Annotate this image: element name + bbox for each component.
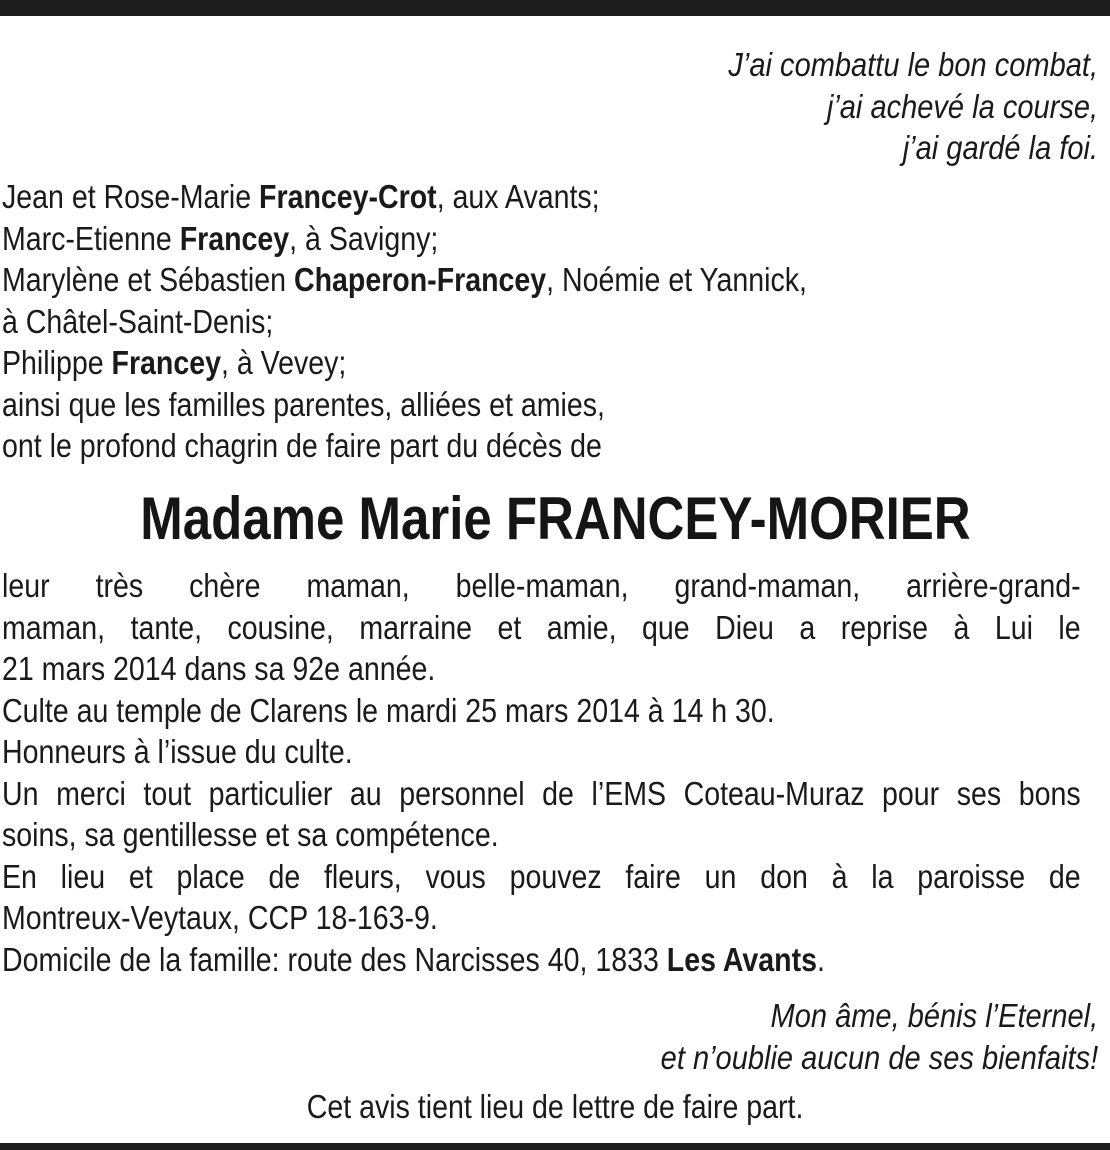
family-line <box>2 342 807 384</box>
family-surname: Chaperon-Francey <box>293 261 547 298</box>
donation-line: Montreux-Veytaux, CCP 18-163-9. <box>2 899 438 936</box>
family-line-text: , à Vevey; <box>220 344 347 381</box>
closing-verse-line: Mon âme, bénis l’Eternel, <box>770 997 1098 1034</box>
donation-line: En lieu et place de fleurs, vous pouvez faire un don à la paroisse de <box>2 857 1081 895</box>
family-line-text: , à Savigny; <box>289 219 439 257</box>
family-line <box>2 218 807 260</box>
notice-body <box>2 565 1081 980</box>
deceased-name-heading <box>0 486 1110 552</box>
epigraph-line: J’ai combattu le bon combat, <box>728 46 1098 83</box>
family-line <box>2 176 807 218</box>
domicile-text: . <box>816 940 825 978</box>
body-line: maman, tante, cousine, marraine et amie, que Dieu a reprise à Lui le <box>2 608 1081 646</box>
deceased-name: Madame Marie FRANCEY-MORIER <box>139 485 971 552</box>
epigraph-verse <box>728 44 1098 169</box>
closing-note <box>0 1086 1110 1128</box>
epigraph-line: j’ai achevé la course, <box>826 87 1098 125</box>
family-line: ont le profond chagrin de faire part du décès de <box>2 427 602 464</box>
family-line-text: , aux Avants; <box>436 178 600 215</box>
domicile-place: Les Avants <box>666 940 817 978</box>
body-line: 21 mars 2014 dans sa 92e année. <box>2 650 436 687</box>
family-line: à Châtel-Saint-Denis; <box>2 302 274 340</box>
family-surname: Francey-Crot <box>259 178 437 215</box>
family-surname: Francey <box>111 344 221 381</box>
epigraph-line: j’ai gardé la foi. <box>902 129 1098 166</box>
family-line-text: , Noémie et Yannick, <box>546 261 807 298</box>
family-line-text: Marc-Etienne <box>2 219 180 257</box>
family-line-text: Jean et Rose-Marie <box>2 178 260 215</box>
family-surname: Francey <box>179 219 290 257</box>
closing-verse <box>660 995 1098 1078</box>
body-line: leur très chère maman, belle-maman, grand-maman, arrière-grand- <box>2 567 1081 604</box>
thanks-line: soins, sa gentillesse et sa compétence. <box>2 816 499 853</box>
domicile-text: Domicile de la famille: route des Narcisses 40, 1833 <box>2 940 667 978</box>
service-info: Culte au temple de Clarens le mardi 25 mars 2014 à 14 h 30. <box>2 691 775 729</box>
thanks-line: Un merci tout particulier au personnel de l’EMS Coteau-Muraz pour ses bons <box>2 774 1081 812</box>
family-line-text: Philippe <box>2 344 112 381</box>
family-announcement <box>2 176 807 467</box>
family-line: ainsi que les familles parentes, alliées et amies, <box>2 385 605 423</box>
family-line-text: Marylène et Sébastien <box>2 261 294 298</box>
family-line <box>2 259 807 301</box>
bottom-border-rule <box>0 1143 1110 1150</box>
closing-note-text: Cet avis tient lieu de lettre de faire part. <box>306 1088 804 1125</box>
honours-info: Honneurs à l’issue du culte. <box>2 733 353 770</box>
closing-verse-line: et n’oublie aucun de ses bienfaits! <box>660 1038 1098 1076</box>
domicile-info <box>2 939 1081 981</box>
